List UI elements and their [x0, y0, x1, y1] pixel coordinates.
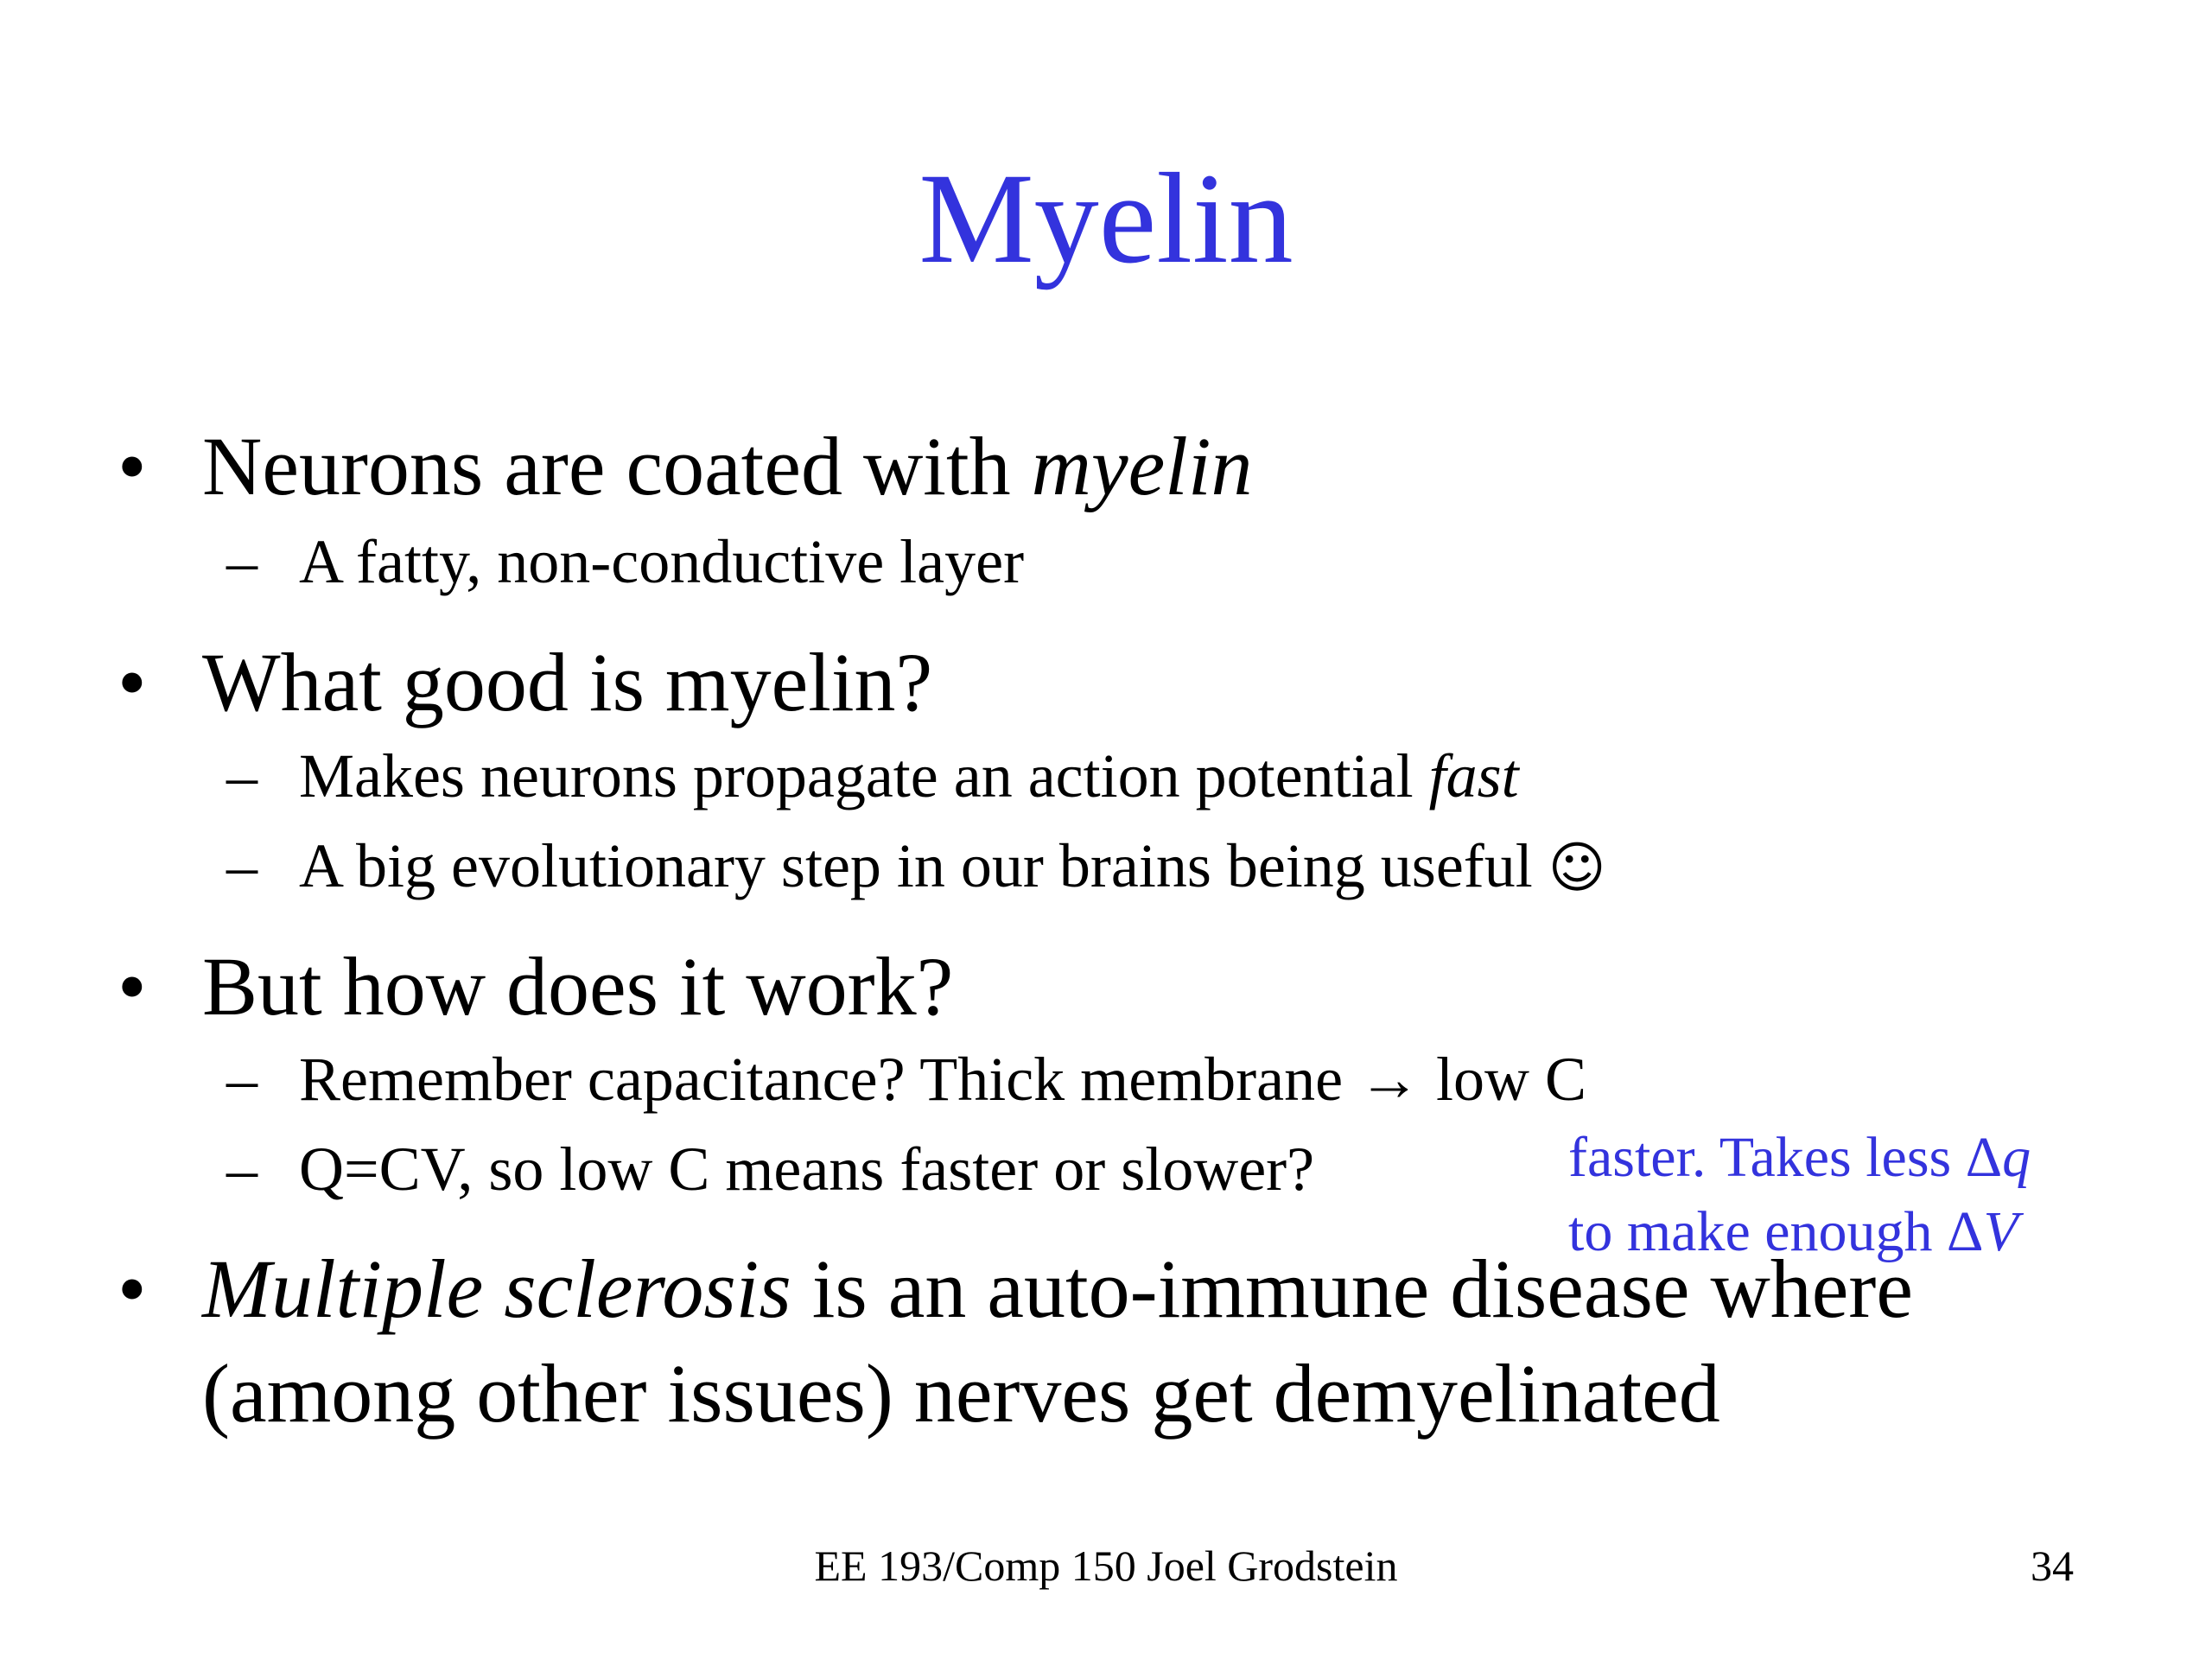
annotation-line-1-var: q	[2002, 1126, 2031, 1189]
bullet-4-text: is an auto-immune disease where	[791, 1243, 1913, 1335]
bullet-2: What good is myelin?	[202, 636, 933, 728]
bullet-marker: •	[118, 1243, 147, 1335]
bullet-1	[202, 420, 1253, 512]
bullet-marker: •	[118, 420, 147, 512]
bullet-1-sub-1: A fatty, non-conductive layer	[299, 527, 1025, 596]
bullet-3-sub-2: Q=CV, so low C means faster or slower?	[299, 1135, 1315, 1204]
dash-marker: –	[226, 1135, 257, 1204]
bullet-1-text: Neurons are coated with	[202, 420, 1032, 512]
slide-title: Myelin	[918, 147, 1294, 290]
bullet-marker: •	[118, 636, 147, 728]
bullet-3-sub-1: Remember capacitance? Thick membrane → low C	[299, 1045, 1587, 1114]
answer-annotation-line-1	[1568, 1126, 2031, 1189]
bullet-3: But how does it work?	[202, 940, 954, 1033]
smiley-icon: ☺	[1548, 836, 1606, 900]
annotation-line-1-text: faster. Takes less Δ	[1568, 1126, 2003, 1189]
page-number: 34	[2031, 1541, 2074, 1590]
bullet-4	[202, 1243, 1913, 1335]
bullet-2-sub-1-italic: fast	[1428, 741, 1519, 810]
bullet-2-sub-1	[299, 741, 1519, 810]
bullet-2-sub-2-text: A big evolutionary step in our brains being useful	[299, 831, 1548, 900]
dash-marker: –	[226, 527, 257, 596]
bullet-2-sub-2	[299, 831, 1606, 900]
bullet-4-italic-term: Multiple sclerosis	[202, 1243, 791, 1335]
bullet-4-line-2: (among other issues) nerves get demyelinated	[202, 1347, 1720, 1440]
dash-marker: –	[226, 831, 257, 900]
dash-marker: –	[226, 741, 257, 810]
bullet-2-sub-1-text: Makes neurons propagate an action potential	[299, 741, 1429, 810]
bullet-marker: •	[118, 940, 147, 1033]
dash-marker: –	[226, 1045, 257, 1114]
bullet-1-italic-term: myelin	[1031, 420, 1253, 512]
annotation-line-2-var: V	[1983, 1200, 2018, 1263]
footer-text: EE 193/Comp 150 Joel Grodstein	[814, 1541, 1398, 1590]
annotation-line-2-text: to make enough Δ	[1568, 1200, 1984, 1263]
